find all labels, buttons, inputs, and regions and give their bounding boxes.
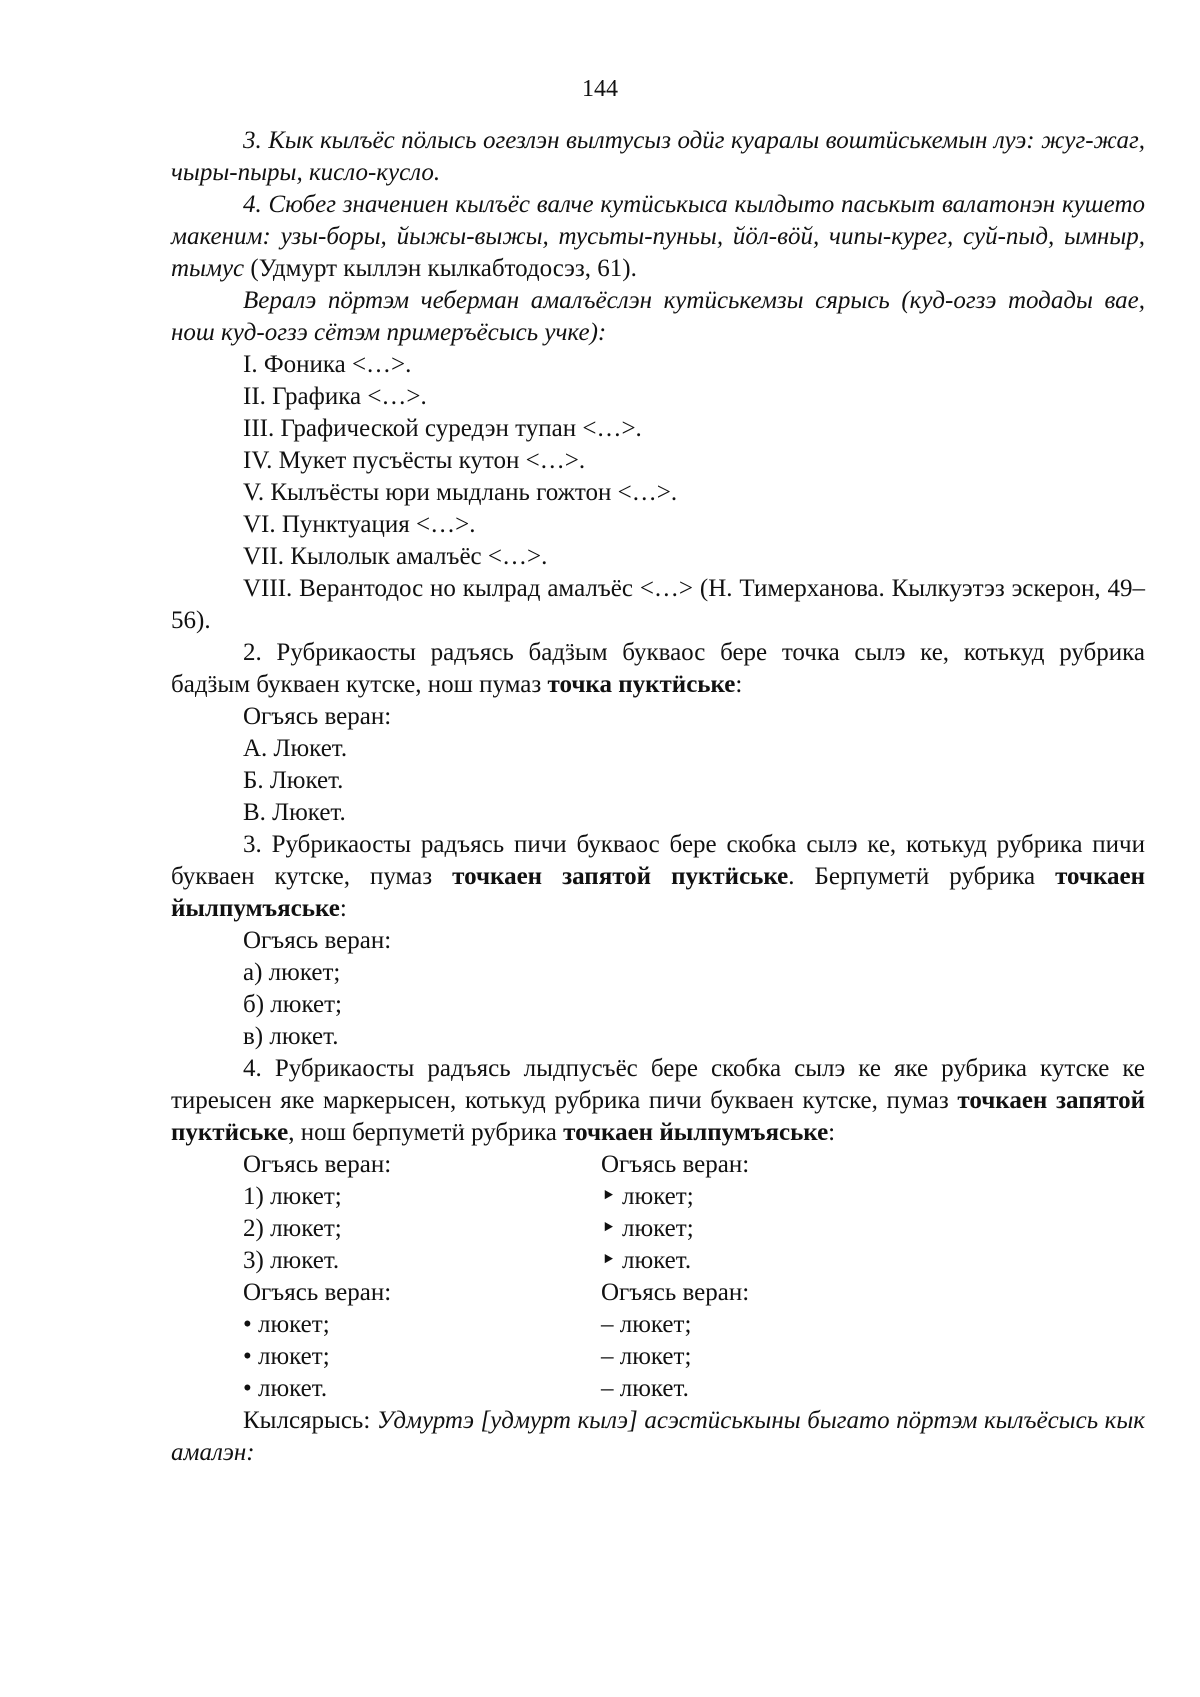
list-item: I. Фоника <…>.: [243, 351, 412, 378]
paragraph-text: 3. Кык кылъёс пӧлысь огезлэн вылтусыз одӥг куаралы воштӥськемын луэ: жуг-жаг, чыры-пыры, кисло-кусло.: [171, 127, 1145, 186]
example-label: Огъясь веран:: [243, 1279, 392, 1306]
paragraph-text-italic: Удмуртэ [удмурт кылэ] асэстӥськыны быгато пӧртэм кылъёсысь кык амалэн:: [171, 1407, 1145, 1466]
list-item: V. Кылъёсты юри мыдлань гожтон <…>.: [243, 479, 678, 506]
list-item: 1) люкет;: [243, 1183, 342, 1210]
list-item: • люкет;: [243, 1343, 330, 1370]
bold-term: точкаен запятой пуктӥське: [171, 1087, 1145, 1146]
list-item: Б. Люкет.: [243, 767, 344, 794]
paragraph-text: :: [828, 1119, 836, 1146]
list-item: VII. Кылолык амалъёс <…>.: [243, 543, 548, 570]
list-item: ‣ люкет;: [601, 1183, 694, 1210]
paragraph-rule-3: [171, 125, 1145, 189]
list-item: VI. Пунктуация <…>.: [243, 511, 476, 538]
list-item: – люкет.: [601, 1375, 689, 1402]
list-item: – люкет;: [601, 1311, 692, 1338]
paragraph-rubric-2: [171, 637, 1145, 701]
list-item: • люкет.: [243, 1375, 328, 1402]
paragraph-rubric-3: [171, 829, 1145, 925]
paragraph-text: 3. Рубрикаосты радъясь пичи букваос бере скобка сылэ ке, котькуд рубрика пичи букваен кутске, пумаз: [171, 831, 1145, 890]
paragraph-text: 4. Рубрикаосты радъясь лыдпусъёс бере скобка сылэ ке яке рубрика кутске ке тиреысен яке маркерысен, котькуд рубрика пичи букваен кутске, пумаз: [171, 1055, 1145, 1114]
example-column-right: [601, 1149, 1081, 1277]
list-item: В. Люкет.: [243, 799, 346, 826]
example-column-left: [243, 1277, 601, 1405]
paragraph-example: [171, 1405, 1145, 1469]
bold-term: точкаен йылпумъяське: [171, 863, 1146, 922]
list-item: III. Графической суредэн тупан <…>.: [243, 415, 642, 442]
paragraph-text: . Берпуметӥ рубрика: [788, 863, 1056, 890]
list-item: в) люкет.: [243, 1023, 339, 1050]
list-item: II. Графика <…>.: [243, 383, 427, 410]
paragraph-text: :: [339, 895, 347, 922]
list-item: ‣ люкет;: [601, 1215, 694, 1242]
bold-term: точка пуктӥське: [547, 671, 736, 698]
paragraph-task: [171, 285, 1145, 349]
list-item: А. Люкет.: [243, 735, 348, 762]
example-column-left: [243, 1149, 601, 1277]
paragraph-rubric-4: [171, 1053, 1145, 1149]
paragraph-text: , нош берпуметӥ рубрика: [288, 1119, 564, 1146]
page-body: [171, 125, 1145, 1469]
example-label: Огъясь веран:: [601, 1151, 750, 1178]
example-label: Огъясь веран:: [243, 1151, 392, 1178]
list-item: IV. Мукет пусъёсты кутон <…>.: [243, 447, 586, 474]
list-item: ‣ люкет.: [601, 1247, 692, 1274]
bold-term: точкаен запятой пуктӥське: [452, 863, 789, 890]
paragraph-rule-4: [171, 189, 1145, 285]
paragraph-text: 2. Рубрикаосты радъясь бадӟым букваос бере точка сылэ ке, котькуд рубрика бадӟым букваен кутске, нош пумаз: [171, 639, 1145, 698]
bold-term: точкаен йылпумъяське: [563, 1119, 829, 1146]
list-item: б) люкет;: [243, 991, 342, 1018]
page-number: 144: [582, 76, 618, 102]
example-columns-top: [171, 1149, 1145, 1277]
list-item: 3) люкет.: [243, 1247, 340, 1274]
list-item: а) люкет;: [243, 959, 341, 986]
example-label: Огъясь веран:: [601, 1279, 750, 1306]
list-item: 2) люкет;: [243, 1215, 342, 1242]
example-label: Огъясь веран:: [243, 703, 392, 730]
example-label: Огъясь веран:: [243, 927, 392, 954]
example-columns-bottom: [171, 1277, 1145, 1405]
list-item-viii: VIII. Верантодос но кылрад амалъёс <…> (Н. Тимерханова. Кылкуэтэз эскерон, 49–56).: [171, 575, 1145, 634]
paragraph-text: Кылсярысь:: [243, 1407, 377, 1434]
paragraph-text: Вералэ пӧртэм чеберман амалъёслэн кутӥськемзы сярысь (куд-огзэ тодады вае, нош куд-огзэ сётэм примеръёсысь учке):: [171, 287, 1145, 346]
paragraph-text: :: [735, 671, 743, 698]
paragraph-text-italic: 4. Сюбег значениен кылъёс валче кутӥськыса кылдыто паськыт валатонэн кушето макеним: узы-боры, йыжы-выжы, тусьты-пуньы, йӧл-вӧй, чипы-курег, суй-пыд, ымныр, тымус: [171, 191, 1145, 282]
example-column-right: [601, 1277, 1081, 1405]
list-item: • люкет;: [243, 1311, 330, 1338]
list-item: – люкет;: [601, 1343, 692, 1370]
paragraph-citation: (Удмурт кыллэн кылкабтодосэз, 61).: [244, 255, 637, 282]
